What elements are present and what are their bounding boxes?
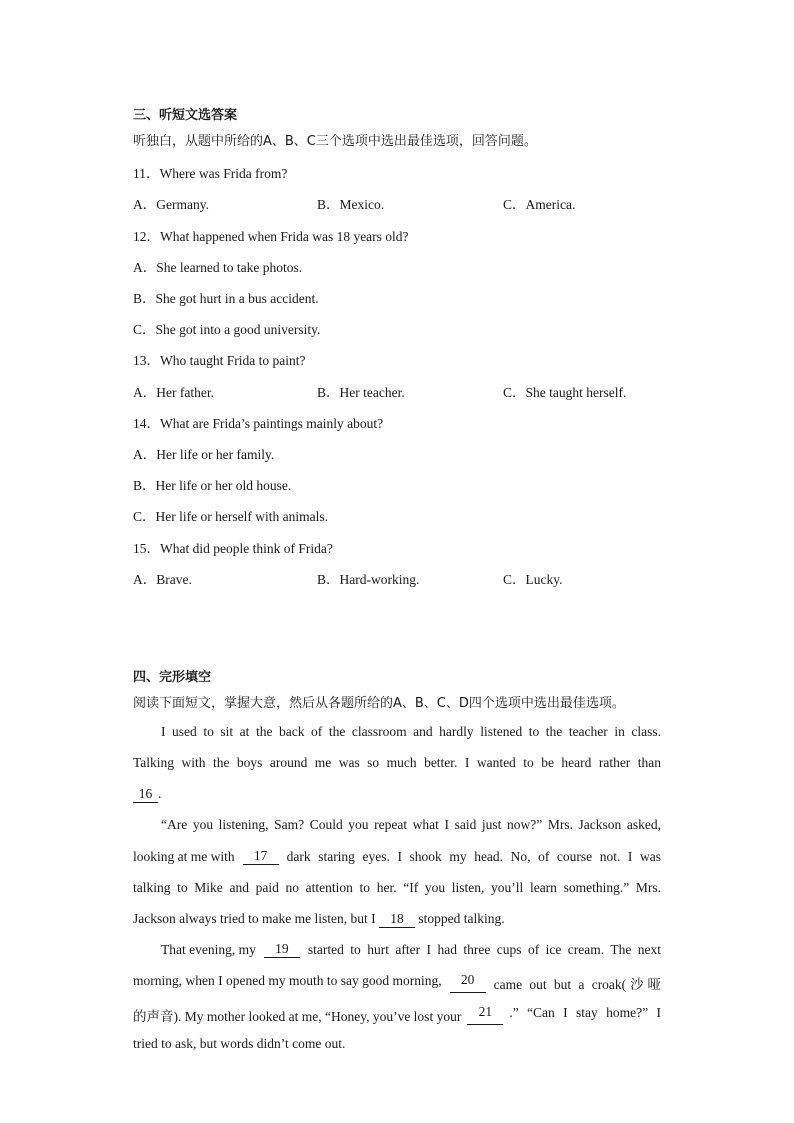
passage-text: dark staring eyes. I shook my head. No, of course not. I was: [286, 849, 661, 864]
section-4-title: 四、完形填空: [133, 670, 212, 685]
passage-p2-line-3: talking to Mike and paid no attention to her. “If you listen, you’ll learn something.” Mrs.: [133, 880, 661, 895]
q12-option-c: C．She got into a good university.: [133, 322, 321, 337]
q11-option-c: C．America.: [503, 197, 576, 212]
passage-p3-line-1: [161, 942, 661, 958]
passage-p2-line-2: [133, 849, 661, 865]
q13-option-b: B．Her teacher.: [317, 385, 405, 400]
blank-21: 21: [467, 1005, 503, 1025]
passage-text: .” “Can I stay home?” I: [509, 1005, 661, 1020]
section-4-instruction: 阅读下面短文，掌握大意，然后从各题所给的A、B、C、D四个选项中选出最佳选项。: [133, 696, 625, 711]
passage-text: started to hurt after I had three cups of ice cream. The next: [307, 942, 661, 957]
passage-text: came out but a croak(沙哑: [493, 977, 661, 992]
q15-option-b: B．Hard-working.: [317, 572, 420, 587]
question-14: 14．What are Frida’s paintings mainly about?: [133, 416, 384, 431]
blank-16: 16: [133, 787, 158, 803]
q14-option-c: C．Her life or herself with animals.: [133, 509, 328, 524]
q13-option-a: A．Her father.: [133, 385, 214, 400]
q15-option-a: A．Brave.: [133, 572, 192, 587]
passage-text: looking at me with: [133, 849, 235, 864]
q15-option-c: C．Lucky.: [503, 572, 563, 587]
q12-option-a: A．She learned to take photos.: [133, 260, 303, 275]
blank-18: 18: [379, 912, 415, 928]
passage-text: 的声音). My mother looked at me, “Honey, you’ve lost your: [133, 1009, 462, 1024]
section-3-instruction: 听独白，从题中所给的A、B、C三个选项中选出最佳选项，回答问题。: [133, 134, 537, 149]
question-11: 11．Where was Frida from?: [133, 166, 288, 181]
passage-p1-line-3: [133, 786, 161, 803]
q14-option-b: B．Her life or her old house.: [133, 478, 292, 493]
question-12: 12．What happened when Frida was 18 years old?: [133, 229, 409, 244]
section-3-title: 三、听短文选答案: [133, 108, 238, 123]
blank-20: 20: [450, 973, 486, 993]
passage-p3-line-4: tried to ask, but words didn’t come out.: [133, 1036, 346, 1051]
passage-text: stopped talking.: [418, 911, 505, 926]
passage-text: .: [158, 786, 162, 801]
q13-option-c: C．She taught herself.: [503, 385, 627, 400]
passage-p1-line-1: I used to sit at the back of the classroom and hardly listened to the teacher in class.: [161, 724, 661, 739]
passage-text: Jackson always tried to make me listen, but I: [133, 911, 376, 926]
question-13: 13．Who taught Frida to paint?: [133, 353, 306, 368]
q11-option-b: B．Mexico.: [317, 197, 385, 212]
passage-p2-line-1: “Are you listening, Sam? Could you repeat what I said just now?” Mrs. Jackson asked,: [161, 817, 661, 832]
passage-p2-line-4: [133, 911, 505, 928]
passage-p1-line-2: Talking with the boys around me was so much better. I wanted to be heard rather than: [133, 755, 661, 770]
blank-19: 19: [264, 942, 300, 958]
question-15: 15．What did people think of Frida?: [133, 541, 333, 556]
q14-option-a: A．Her life or her family.: [133, 447, 275, 462]
blank-17: 17: [243, 849, 279, 865]
passage-text: morning, when I opened my mouth to say good morning,: [133, 973, 442, 988]
passage-p3-line-3: [133, 1005, 661, 1025]
q11-option-a: A．Germany.: [133, 197, 209, 212]
passage-p3-line-2: [133, 973, 661, 993]
q12-option-b: B．She got hurt in a bus accident.: [133, 291, 319, 306]
passage-text: That evening, my: [161, 942, 256, 957]
